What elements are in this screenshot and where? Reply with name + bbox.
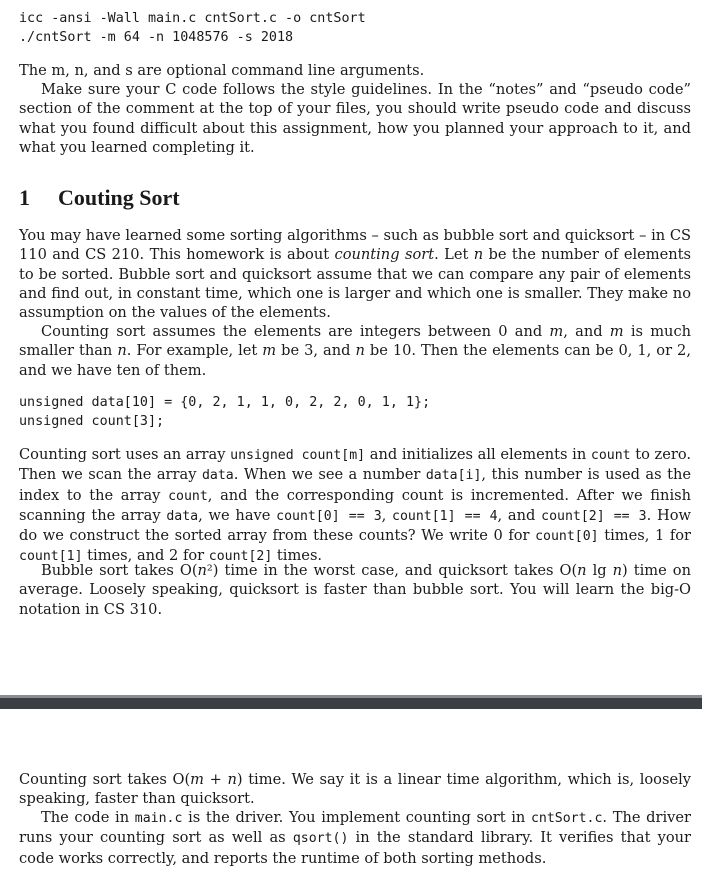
compile-command: icc -ansi -Wall main.c cntSort.c -o cntSort [19,11,366,26]
section-heading [19,185,180,211]
paragraph-driver: The code in main.c is the driver. You implement counting sort in cntSort.c. The driver runs your counting sort as well as qsort() in the standard library. It verifies that your code works correctly, and reports the runtime of both sorting methods. [19,809,691,867]
page-break-divider [0,695,702,709]
paragraph-intro-sorting: You may have learned some sorting algorithms – such as bubble sort and quicksort – in CS 110 and CS 210. This homework is about counting sort. Let n be the number of elements to be sorted. Bubble sort and quicksort assume that we can compare any pair of elements and find out, in constant time, which one is larger and which one is smaller. They make no assumption on the values of the elements. [19,227,691,322]
paragraph-linear-time: Counting sort takes O(m + n) time. We say it is a linear time algorithm, which is, loosely speaking, faster than quicksort. [19,771,691,808]
paragraph-counting-procedure: Counting sort uses an array unsigned count[m] and initializes all elements in count to zero. Then we scan the array data. When we see a number data[i], this number is used as the index to the array count, and the corresponding count is incremented. After we finish scanning the array data, we have count[0] == 3, count[1] == 4, and count[2] == 3. How do we construct the sorted array from these counts? We write 0 for count[0] times, 1 for count[1] times, and 2 for count[2] times. [19,446,692,565]
run-command: ./cntSort -m 64 -n 1048576 -s 2018 [19,30,294,45]
section-title: Couting Sort [58,185,180,210]
section-number: 1 [19,185,30,210]
paragraph-complexity: Bubble sort takes O(n²) time in the worst case, and quicksort takes O(n lg n) time on average. Loosely speaking, quicksort is faster than bubble sort. You will learn the big-O notation in CS 310. [19,562,691,618]
paragraph-counting-assumption: Counting sort assumes the elements are integers between 0 and m, and m is much smaller than n. For example, let m be 3, and n be 10. Then the elements can be 0, 1, or 2, and we have ten of them. [19,323,692,379]
code-data-declaration: unsigned data[10] = {0, 2, 1, 1, 0, 2, 2, 0, 1, 1}; [19,395,431,410]
code-count-declaration: unsigned count[3]; [19,414,165,429]
intro-paragraph-1: The m, n, and s are optional command line arguments. [19,62,425,79]
intro-paragraph-2: Make sure your C code follows the style guidelines. In the “notes” and “pseudo code” section of the comment at the top of your files, you should write pseudo code and discuss what you found difficult about this assignment, how you planned your approach to it, and what you learned completing it. [19,81,691,156]
